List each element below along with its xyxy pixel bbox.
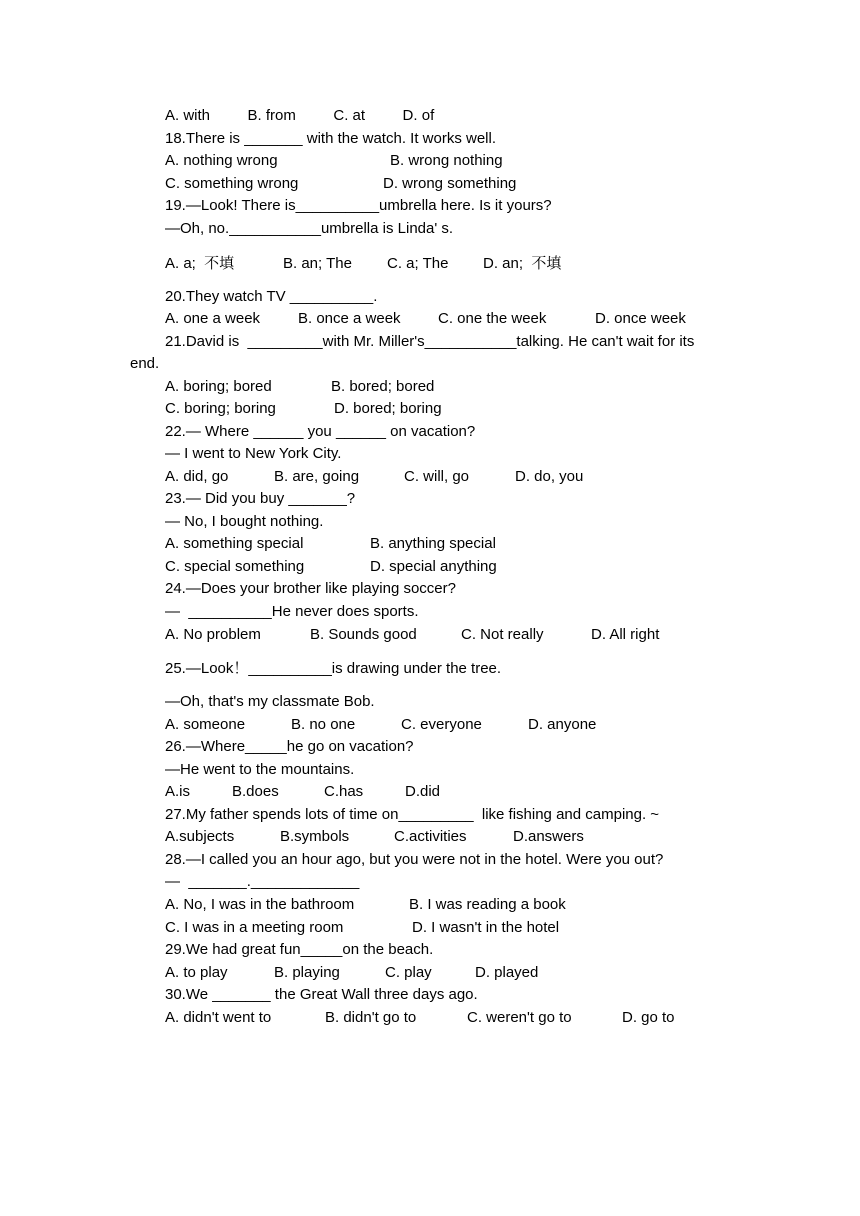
q26-option-b: B.does — [232, 783, 279, 800]
q20-option-c: C. one the week — [438, 310, 547, 327]
q25-option-c: C. everyone — [401, 716, 482, 733]
q29-option-a: A. to play — [165, 964, 228, 981]
q21-option-c: C. boring; boring — [165, 400, 276, 417]
q25-option-b: B. no one — [291, 716, 356, 733]
q19-question: 19.—Look! There is__________umbrella here. Is it yours? — [165, 197, 552, 214]
q23-reply: — No, I bought nothing. — [165, 513, 324, 530]
q23-option-b: B. anything special — [370, 535, 496, 552]
q18-option-c: C. something wrong — [165, 175, 299, 192]
q24-question: 24.—Does your brother like playing soccer? — [165, 580, 456, 597]
q23-option-c: C. special something — [165, 558, 305, 575]
q20-option-b: B. once a week — [298, 310, 401, 327]
q21-question-cont: end. — [130, 355, 160, 372]
q24-reply: — __________He never does sports. — [165, 603, 419, 620]
q18-option-a: A. nothing wrong — [165, 152, 278, 169]
q24-option-d: D. All right — [591, 626, 660, 643]
q18-option-d: D. wrong something — [383, 175, 517, 192]
q30-question: 30.We _______ the Great Wall three days ago. — [165, 986, 478, 1003]
q23-option-d: D. special anything — [370, 558, 497, 575]
q30-option-a: A. didn't went to — [165, 1009, 272, 1026]
q19-option-a: A. a; 不填 — [165, 255, 235, 272]
q28-option-b: B. I was reading a book — [409, 896, 566, 913]
q22-reply: — I went to New York City. — [165, 445, 342, 462]
q26-option-c: C.has — [324, 783, 364, 800]
q17-options: A. with B. from C. at D. of — [165, 107, 435, 124]
q29-option-c: C. play — [385, 964, 432, 981]
q28-option-a: A. No, I was in the bathroom — [165, 896, 355, 913]
q29-question: 29.We had great fun_____on the beach. — [165, 941, 434, 958]
q25-option-a: A. someone — [165, 716, 246, 733]
q27-option-a: A.subjects — [165, 828, 235, 845]
q25-question: 25.—Look！__________is drawing under the tree. — [165, 660, 502, 677]
q30-option-d: D. go to — [622, 1009, 675, 1026]
q18-question: 18.There is _______ with the watch. It works well. — [165, 130, 496, 147]
q22-option-b: B. are, going — [274, 468, 360, 485]
q20-option-d: D. once week — [595, 310, 686, 327]
q27-option-c: C.activities — [394, 828, 467, 845]
q24-option-a: A. No problem — [165, 626, 261, 643]
q19-option-d: D. an; 不填 — [483, 255, 562, 272]
q29-option-b: B. playing — [274, 964, 340, 981]
q26-option-a: A.is — [165, 783, 191, 800]
q27-option-d: D.answers — [513, 828, 584, 845]
q30-option-c: C. weren't go to — [467, 1009, 572, 1026]
q21-option-a: A. boring; bored — [165, 378, 272, 395]
q28-option-c: C. I was in a meeting room — [165, 919, 344, 936]
q22-option-a: A. did, go — [165, 468, 229, 485]
q21-option-b: B. bored; bored — [331, 378, 435, 395]
q24-option-b: B. Sounds good — [310, 626, 417, 643]
q29-option-d: D. played — [475, 964, 539, 981]
q28-option-d: D. I wasn't in the hotel — [412, 919, 560, 936]
q21-option-d: D. bored; boring — [334, 400, 442, 417]
q20-question: 20.They watch TV __________. — [165, 288, 378, 305]
q22-option-c: C. will, go — [404, 468, 470, 485]
q19-option-c: C. a; The — [387, 255, 449, 272]
q28-reply: — _______._____________ — [165, 873, 360, 890]
q23-option-a: A. something special — [165, 535, 304, 552]
q20-option-a: A. one a week — [165, 310, 261, 327]
q27-option-b: B.symbols — [280, 828, 350, 845]
q22-option-d: D. do, you — [515, 468, 584, 485]
q27-question: 27.My father spends lots of time on_________ like fishing and camping. ~ — [165, 806, 660, 823]
q21-question: 21.David is _________with Mr. Miller's___________talking. He can't wait for its — [165, 333, 695, 350]
q30-option-b: B. didn't go to — [325, 1009, 417, 1026]
q18-option-b: B. wrong nothing — [390, 152, 503, 169]
q22-question: 22.— Where ______ you ______ on vacation? — [165, 423, 476, 440]
q19-option-b: B. an; The — [283, 255, 352, 272]
q26-option-d: D.did — [405, 783, 441, 800]
q25-reply: —Oh, that's my classmate Bob. — [165, 693, 375, 710]
q24-option-c: C. Not really — [461, 626, 544, 643]
q19-reply: —Oh, no.___________umbrella is Linda' s. — [165, 220, 454, 237]
q26-reply: —He went to the mountains. — [165, 761, 355, 778]
q28-question: 28.—I called you an hour ago, but you were not in the hotel. Were you out? — [165, 851, 664, 868]
q25-option-d: D. anyone — [528, 716, 597, 733]
q23-question: 23.— Did you buy _______? — [165, 490, 356, 507]
q26-question: 26.—Where_____he go on vacation? — [165, 738, 414, 755]
